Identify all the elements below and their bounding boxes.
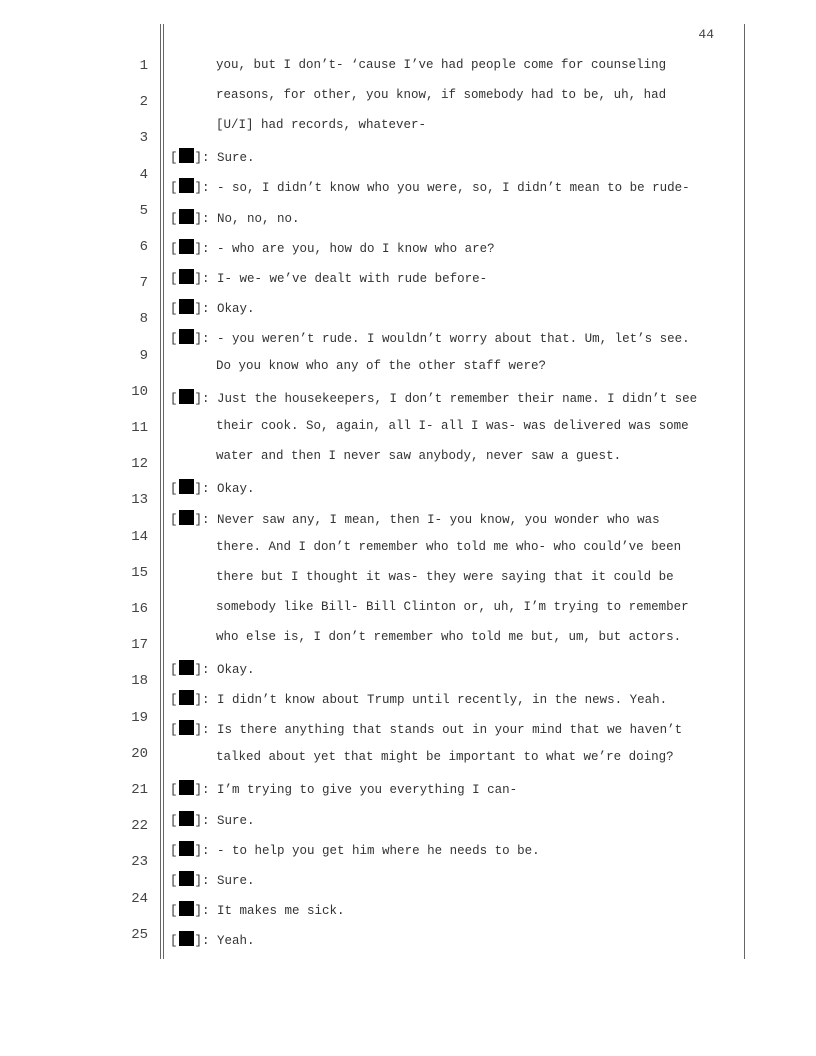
redaction-block bbox=[179, 148, 194, 163]
speaker-line bbox=[170, 389, 697, 406]
line-number: 1 bbox=[139, 58, 148, 74]
line-text: there. And I don’t remember who told me who- who could’ve been bbox=[216, 539, 682, 554]
continuation-line bbox=[216, 58, 666, 72]
speaker-bracket-close: ]: bbox=[194, 723, 210, 738]
speaker-bracket-open: [ bbox=[170, 873, 178, 888]
speaker-line bbox=[170, 269, 487, 286]
speaker-bracket-open: [ bbox=[170, 783, 178, 798]
speaker-bracket-open: [ bbox=[170, 392, 178, 407]
speaker-bracket-open: [ bbox=[170, 211, 178, 226]
line-number: 8 bbox=[139, 311, 148, 328]
speaker-bracket-close: ]: bbox=[194, 392, 210, 407]
redaction-block bbox=[179, 389, 194, 404]
line-text: Sure. bbox=[209, 873, 255, 888]
speaker-bracket-open: [ bbox=[170, 512, 178, 527]
speaker-bracket-close: ]: bbox=[194, 512, 210, 527]
line-number: 2 bbox=[139, 94, 148, 111]
continuation-line bbox=[216, 630, 681, 644]
redaction-block bbox=[179, 239, 194, 254]
line-number: 19 bbox=[131, 709, 148, 726]
speaker-bracket-close: ]: bbox=[194, 873, 210, 888]
speaker-line bbox=[170, 720, 682, 737]
speaker-bracket-open: [ bbox=[170, 151, 178, 166]
line-text: water and then I never saw anybody, never saw a guest. bbox=[216, 449, 622, 464]
redaction-block bbox=[179, 931, 194, 946]
speaker-bracket-open: [ bbox=[170, 301, 178, 316]
continuation-line bbox=[216, 419, 689, 433]
line-number: 23 bbox=[131, 854, 148, 871]
speaker-line bbox=[170, 811, 255, 828]
line-text: who else is, I don’t remember who told me but, um, but actors. bbox=[216, 629, 682, 644]
redaction-block bbox=[179, 780, 194, 795]
speaker-line bbox=[170, 931, 255, 948]
line-text: Okay. bbox=[209, 482, 255, 497]
line-number: 20 bbox=[131, 745, 148, 762]
line-text: I’m trying to give you everything I can- bbox=[209, 783, 518, 798]
line-number: 18 bbox=[131, 673, 148, 690]
redaction-block bbox=[179, 660, 194, 675]
speaker-line bbox=[170, 299, 255, 316]
speaker-bracket-close: ]: bbox=[194, 663, 210, 677]
line-number: 10 bbox=[131, 383, 148, 400]
redaction-block bbox=[179, 299, 194, 314]
speaker-bracket-close: ]: bbox=[194, 271, 210, 286]
line-number: 13 bbox=[131, 492, 148, 509]
speaker-line bbox=[170, 871, 255, 888]
speaker-bracket-open: [ bbox=[170, 482, 178, 497]
speaker-line bbox=[170, 209, 300, 226]
continuation-line bbox=[216, 750, 674, 764]
line-number: 7 bbox=[139, 275, 148, 292]
redaction-block bbox=[179, 329, 194, 344]
line-text: Never saw any, I mean, then I- you know, you wonder who was bbox=[209, 512, 660, 527]
continuation-line bbox=[216, 570, 674, 584]
speaker-bracket-open: [ bbox=[170, 813, 178, 828]
line-number: 24 bbox=[131, 890, 148, 907]
speaker-bracket-open: [ bbox=[170, 181, 178, 196]
speaker-bracket-open: [ bbox=[170, 843, 178, 858]
speaker-bracket-open: [ bbox=[170, 903, 178, 918]
speaker-bracket-close: ]: bbox=[194, 843, 210, 858]
line-number: 12 bbox=[131, 456, 148, 473]
speaker-bracket-close: ]: bbox=[194, 301, 210, 316]
redaction-block bbox=[179, 811, 194, 826]
speaker-bracket-close: ]: bbox=[194, 783, 210, 798]
speaker-bracket-open: [ bbox=[170, 663, 178, 677]
line-text: It makes me sick. bbox=[209, 903, 345, 918]
line-text: there but I thought it was- they were saying that it could be bbox=[216, 569, 674, 584]
speaker-bracket-open: [ bbox=[170, 723, 178, 738]
line-text: reasons, for other, you know, if somebody had to be, uh, had bbox=[216, 88, 667, 103]
line-number: 14 bbox=[131, 528, 148, 545]
speaker-bracket-close: ]: bbox=[194, 331, 210, 346]
line-text: No, no, no. bbox=[209, 211, 300, 226]
speaker-bracket-open: [ bbox=[170, 693, 178, 708]
speaker-bracket-open: [ bbox=[170, 331, 178, 346]
redaction-block bbox=[179, 720, 194, 735]
line-number: 25 bbox=[131, 926, 148, 943]
line-text: Just the housekeepers, I don’t remember their name. I didn’t see bbox=[209, 392, 698, 407]
line-number: 9 bbox=[139, 347, 148, 364]
redaction-block bbox=[179, 209, 194, 224]
line-text: - who are you, how do I know who are? bbox=[209, 241, 495, 256]
speaker-line bbox=[170, 479, 255, 496]
line-text: Sure. bbox=[209, 151, 255, 166]
line-number: 3 bbox=[139, 130, 148, 147]
line-text: I didn’t know about Trump until recently, in the news. Yeah. bbox=[209, 693, 668, 708]
line-text: - so, I didn’t know who you were, so, I didn’t mean to be rude- bbox=[209, 181, 690, 196]
continuation-line bbox=[216, 359, 546, 373]
speaker-bracket-close: ]: bbox=[194, 903, 210, 918]
line-text: Do you know who any of the other staff were? bbox=[216, 359, 547, 373]
line-number: 5 bbox=[139, 202, 148, 219]
redaction-block bbox=[179, 178, 194, 193]
continuation-line bbox=[216, 118, 426, 132]
speaker-bracket-close: ]: bbox=[194, 813, 210, 828]
line-text: Sure. bbox=[209, 813, 255, 828]
continuation-line bbox=[216, 600, 689, 614]
line-text: you, but I don’t- ‘cause I’ve had people come for counseling bbox=[216, 58, 667, 72]
redaction-block bbox=[179, 479, 194, 494]
line-text: talked about yet that might be important to what we’re doing? bbox=[216, 750, 674, 765]
right-margin-rule bbox=[744, 24, 745, 959]
line-number: 22 bbox=[131, 818, 148, 835]
line-text: Yeah. bbox=[209, 933, 255, 948]
line-text: [U/I] had records, whatever- bbox=[216, 118, 427, 133]
line-text: their cook. So, again, all I- all I was- was delivered was some bbox=[216, 419, 689, 434]
redaction-block bbox=[179, 510, 194, 525]
speaker-line bbox=[170, 660, 255, 677]
speaker-line bbox=[170, 901, 345, 918]
speaker-line bbox=[170, 510, 660, 527]
line-text: Okay. bbox=[209, 301, 255, 316]
speaker-bracket-open: [ bbox=[170, 271, 178, 286]
redaction-block bbox=[179, 841, 194, 856]
line-number: 15 bbox=[131, 564, 148, 581]
continuation-line bbox=[216, 88, 666, 102]
line-text: - to help you get him where he needs to be. bbox=[209, 843, 540, 858]
speaker-line bbox=[170, 690, 667, 707]
speaker-bracket-open: [ bbox=[170, 241, 178, 256]
left-margin-rule bbox=[160, 24, 161, 959]
speaker-bracket-close: ]: bbox=[194, 151, 210, 166]
line-text: Okay. bbox=[209, 663, 255, 677]
line-number: 11 bbox=[131, 420, 148, 436]
line-text: - you weren’t rude. I wouldn’t worry about that. Um, let’s see. bbox=[209, 331, 690, 346]
speaker-line bbox=[170, 239, 495, 256]
line-text: I- we- we’ve dealt with rude before- bbox=[209, 271, 488, 286]
speaker-bracket-close: ]: bbox=[194, 211, 210, 226]
line-number: 6 bbox=[139, 239, 148, 255]
speaker-bracket-close: ]: bbox=[194, 933, 210, 948]
speaker-line bbox=[170, 148, 255, 165]
line-number: 4 bbox=[139, 166, 148, 183]
speaker-line bbox=[170, 780, 517, 797]
speaker-line bbox=[170, 329, 690, 346]
speaker-line bbox=[170, 178, 690, 195]
continuation-line bbox=[216, 449, 621, 463]
redaction-block bbox=[179, 690, 194, 705]
page-number: 44 bbox=[698, 27, 714, 42]
speaker-bracket-close: ]: bbox=[194, 241, 210, 256]
speaker-bracket-close: ]: bbox=[194, 693, 210, 708]
line-text: Is there anything that stands out in your mind that we haven’t bbox=[209, 723, 683, 738]
redaction-block bbox=[179, 269, 194, 284]
line-number: 16 bbox=[131, 601, 148, 617]
continuation-line bbox=[216, 540, 681, 554]
line-number: 21 bbox=[131, 782, 148, 798]
redaction-block bbox=[179, 901, 194, 916]
speaker-bracket-open: [ bbox=[170, 933, 178, 948]
line-number: 17 bbox=[131, 637, 148, 654]
left-margin-rule-inner bbox=[163, 24, 164, 959]
redaction-block bbox=[179, 871, 194, 886]
line-text: somebody like Bill- Bill Clinton or, uh, I’m trying to remember bbox=[216, 599, 689, 614]
speaker-line bbox=[170, 841, 540, 858]
speaker-bracket-close: ]: bbox=[194, 181, 210, 196]
speaker-bracket-close: ]: bbox=[194, 482, 210, 497]
